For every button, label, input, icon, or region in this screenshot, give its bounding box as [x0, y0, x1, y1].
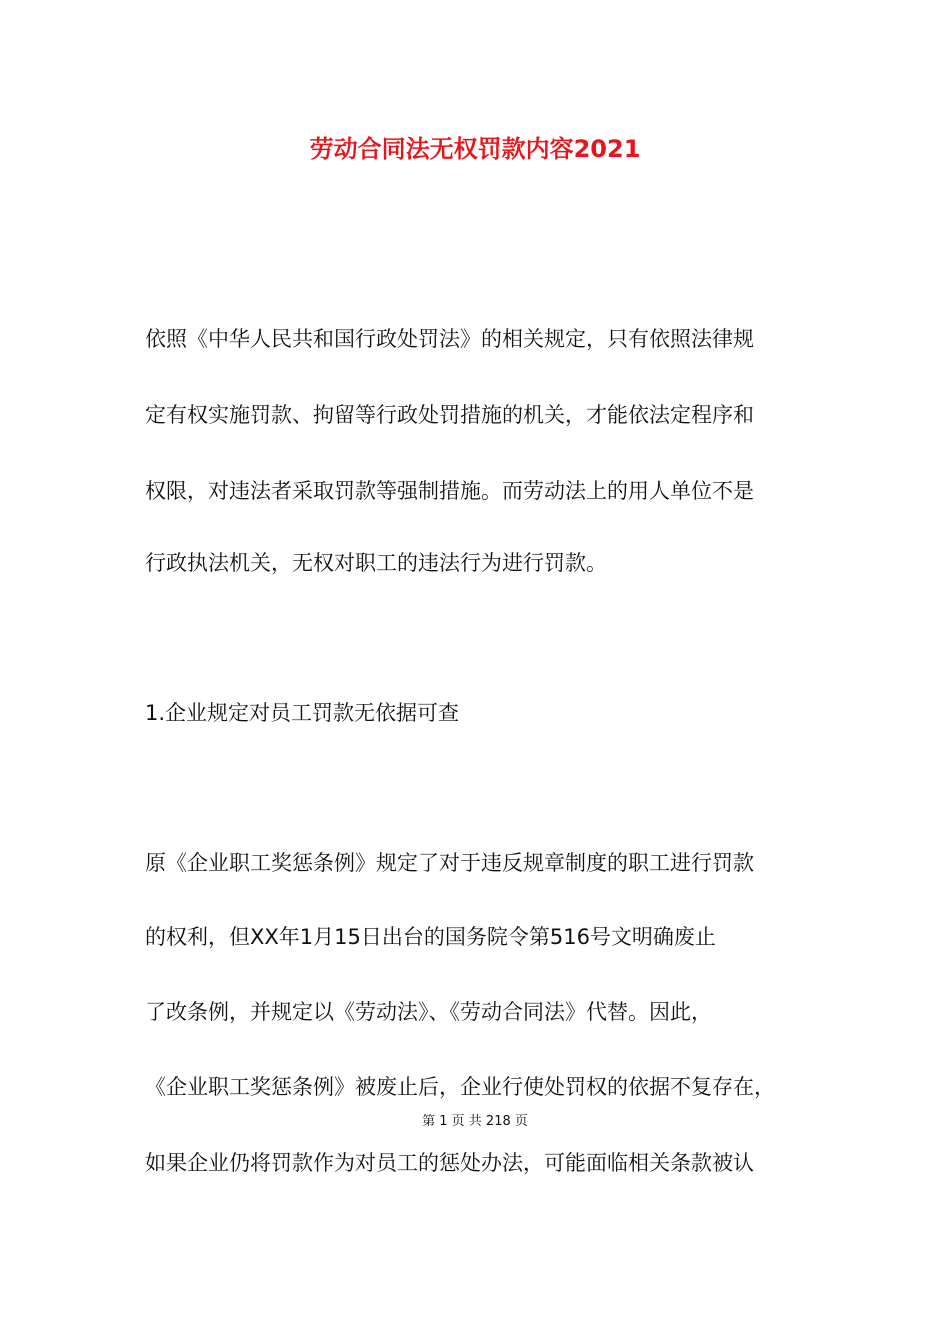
- section-heading: 1.企业规定对员工罚款无依据可查: [145, 701, 460, 725]
- document-title: 劳动合同法无权罚款内容2021: [309, 135, 641, 163]
- paragraph-line: 依照《中华人民共和国行政处罚法》的相关规定，只有依照法律规: [145, 327, 754, 351]
- paragraph-line: 权限，对违法者采取罚款等强制措施。而劳动法上的用人单位不是: [145, 479, 754, 503]
- paragraph-line: 的权利，但XX年1月15日出台的国务院令第516号文明确废止: [145, 925, 716, 949]
- paragraph-line: 原《企业职工奖惩条例》规定了对于违反规章制度的职工进行罚款: [145, 851, 754, 875]
- paragraph-line: 了改条例，并规定以《劳动法》、《劳动合同法》代替。因此，: [145, 1000, 712, 1024]
- paragraph-line: 《企业职工奖惩条例》被废止后，企业行使处罚权的依据不复存在，: [145, 1075, 775, 1099]
- page-number-footer: 第 1 页 共 218 页: [422, 1114, 528, 1129]
- paragraph-line: 定有权实施罚款、拘留等行政处罚措施的机关，才能依法定程序和: [145, 403, 754, 427]
- paragraph-line: 行政执法机关，无权对职工的违法行为进行罚款。: [145, 551, 607, 575]
- paragraph-line: 如果企业仍将罚款作为对员工的惩处办法，可能面临相关条款被认: [145, 1151, 754, 1175]
